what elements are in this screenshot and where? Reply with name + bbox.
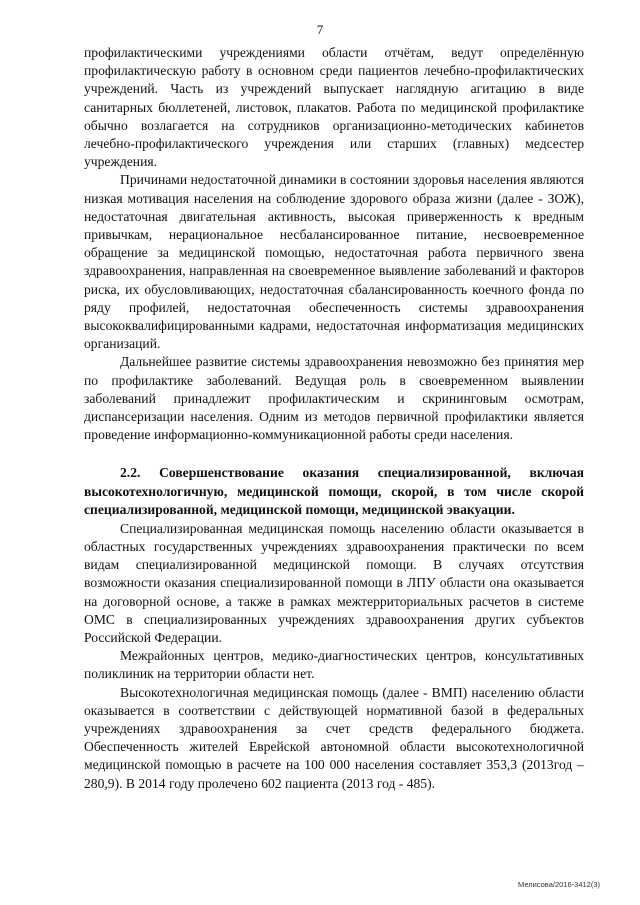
page-number: 7	[316, 22, 324, 37]
document-footer-code: Мелисова/2016-3412(3)	[517, 880, 600, 889]
document-body	[84, 44, 584, 793]
paragraph-specialized-care: Специализированная медицинская помощь населению области оказывается в областных государственных учреждениях здравоохранения практически по всем видам специализированной медицинской помощи. В случаях отсутствия возможности оказания специализированной помощи в ЛПУ области она оказывается на договорной основе, а также в рамках межтерриториальных расчетов в системе ОМС в специализированных учреждениях здравоохранения других субъектов Российской Федерации.	[84, 520, 584, 645]
section-heading-2-2: 2.2. Совершенствование оказания специализированной, включая высокотехнологичную, медицинской помощи, скорой, в том числе скорой специализированной, медицинской помощи, медицинской эвакуации.	[84, 465, 584, 518]
paragraph-interdistrict-centers: Межрайонных центров, медико-диагностических центров, консультативных поликлиник на территории области нет.	[84, 648, 584, 682]
paragraph-prevention-work: профилактическими учреждениями области отчётам, ведут определённую профилактическую работу в основном среди пациентов лечебно-профилактических учреждений. Часть из учреждений выпускает наглядную агитацию в виде санитарных бюллетеней, листовок, плакатов. Работа по медицинской профилактике обычно возлагается на сотрудников организационно-методических кабинетов лечебно-профилактического учреждения или старших (главных) медсестер учреждения.	[84, 45, 584, 170]
paragraph-high-tech-care: Высокотехнологичная медицинская помощь (далее - ВМП) населению области оказывается в соответствии с действующей нормативной базой в федеральных учреждениях здравоохранения за счет средств федерального бюджета. Обеспеченность жителей Еврейской автономной области высокотехнологичной медицинской помощью в расчете на 100 000 населения составляет 353,3 (2013год – 280,9). В 2014 году пролечено 602 пациента (2013 год - 485).	[84, 684, 584, 791]
paragraph-health-dynamics-causes: Причинами недостаточной динамики в состоянии здоровья населения являются низкая мотивация населения на соблюдение здорового образа жизни (далее - ЗОЖ), недостаточная двигательная активность, высокая приверженность к вредным привычкам, нерациональное несбалансированное питание, несвоевременное обращение за медицинской помощью, недостаточная работа первичного звена здравоохранения, направленная на своевременное выявление заболеваний и факторов риска, их обусловливающих, недостаточная сбалансированность коечного фонда по ряду профилей, недостаточная обеспеченность системы здравоохранения высококвалифицированными кадрами, недостаточная информатизация медицинских организаций.	[84, 172, 584, 352]
paragraph-healthcare-development: Дальнейшее развитие системы здравоохранения невозможно без принятия мер по профилактике заболеваний. Ведущая роль в своевременном выявлении заболеваний принадлежит профилактическим и скрининговым осмотрам, диспансеризации населения. Одним из методов первичной профилактики является проведение информационно-коммуникационной работы среди населения.	[84, 354, 584, 443]
